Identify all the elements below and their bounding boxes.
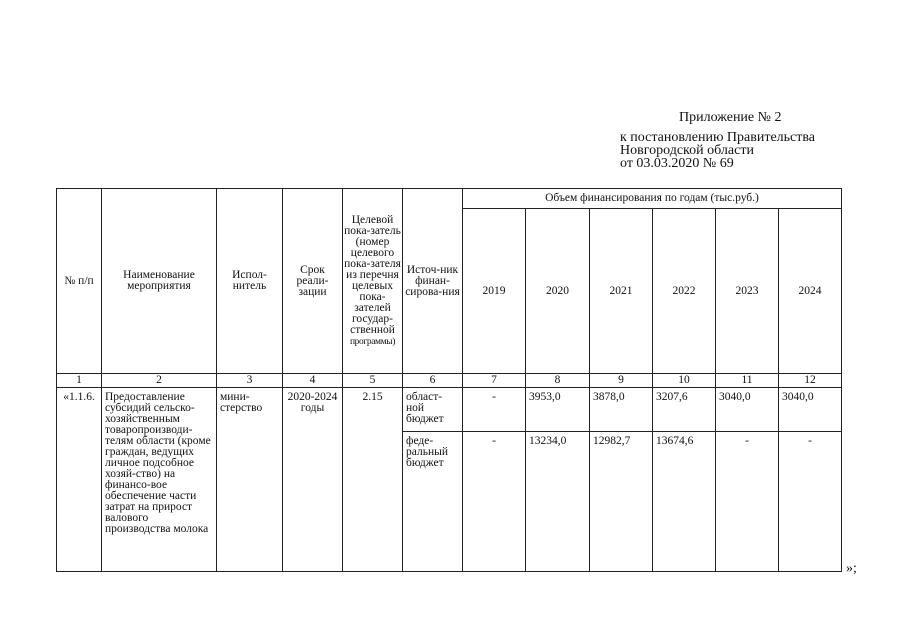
header-cell-target [343, 189, 403, 374]
header-cell-source: Источ-ник финан-сирова-ния [403, 189, 463, 374]
amount-cell: 13674,6 [653, 432, 716, 572]
column-number: 8 [526, 374, 590, 388]
amount-cell: 3040,0 [716, 388, 779, 432]
column-number: 4 [283, 374, 343, 388]
funding-source: област-ной бюджет [403, 388, 463, 432]
amount-cell: - [716, 432, 779, 572]
amount-cell: 13234,0 [526, 432, 590, 572]
amount-cell: 3207,6 [653, 388, 716, 432]
year-header: 2019 [463, 209, 526, 374]
target-header-text: Целевой пока-затель (номер целевого пока-зателя из перечня целевых пока-зателей государ-ственной [344, 213, 401, 336]
amount-cell: 12982,7 [590, 432, 653, 572]
implementation-term: 2020-2024 годы [283, 388, 343, 572]
appendix-reference-line: к постановлению Правительства [620, 130, 816, 145]
year-header: 2020 [526, 209, 590, 374]
closing-quote: »; [846, 561, 857, 576]
year-header: 2023 [716, 209, 779, 374]
column-number: 5 [343, 374, 403, 388]
year-header: 2024 [779, 209, 842, 374]
header-cell-name: Наименование мероприятия [102, 189, 217, 374]
column-number: 10 [653, 374, 716, 388]
row-number: «1.1.6. [57, 388, 102, 572]
appendix-reference-line: Новгородской области [620, 143, 754, 158]
amount-cell: 3040,0 [779, 388, 842, 432]
column-number: 11 [716, 374, 779, 388]
amount-cell: - [779, 432, 842, 572]
header-cell-number: № п/п [57, 189, 102, 374]
year-header: 2021 [590, 209, 653, 374]
column-number: 9 [590, 374, 653, 388]
column-number: 3 [217, 374, 283, 388]
column-number: 7 [463, 374, 526, 388]
target-indicator: 2.15 [343, 388, 403, 572]
column-number: 6 [403, 374, 463, 388]
appendix-reference-line: от 03.03.2020 № 69 [620, 156, 734, 171]
column-number: 2 [102, 374, 217, 388]
appendix-title: Приложение № 2 [679, 110, 782, 125]
header-cell-executor: Испол-нитель [217, 189, 283, 374]
header-cell-term: Срок реали-зации [283, 189, 343, 374]
executor: мини-стерство [217, 388, 283, 572]
amount-cell: - [463, 432, 526, 572]
column-number: 1 [57, 374, 102, 388]
column-number: 12 [779, 374, 842, 388]
amount-cell: 3953,0 [526, 388, 590, 432]
funding-source: феде-ральный бюджет [403, 432, 463, 572]
activity-name: Предоставление субсидий сельско-хозяйственным товаропроизводи-телям области (кроме граждан, ведущих личное подсобное хозяй-ство) на финансо-вое обеспечение части затрат на прирост валового производства молока [102, 388, 217, 572]
appendix-reference [620, 131, 815, 170]
financing-table [56, 188, 842, 572]
header-cell-financing: Объем финансирования по годам (тыс.руб.) [463, 189, 842, 209]
year-header: 2022 [653, 209, 716, 374]
amount-cell: 3878,0 [590, 388, 653, 432]
target-header-tail: программы) [349, 336, 396, 347]
amount-cell: - [463, 388, 526, 432]
